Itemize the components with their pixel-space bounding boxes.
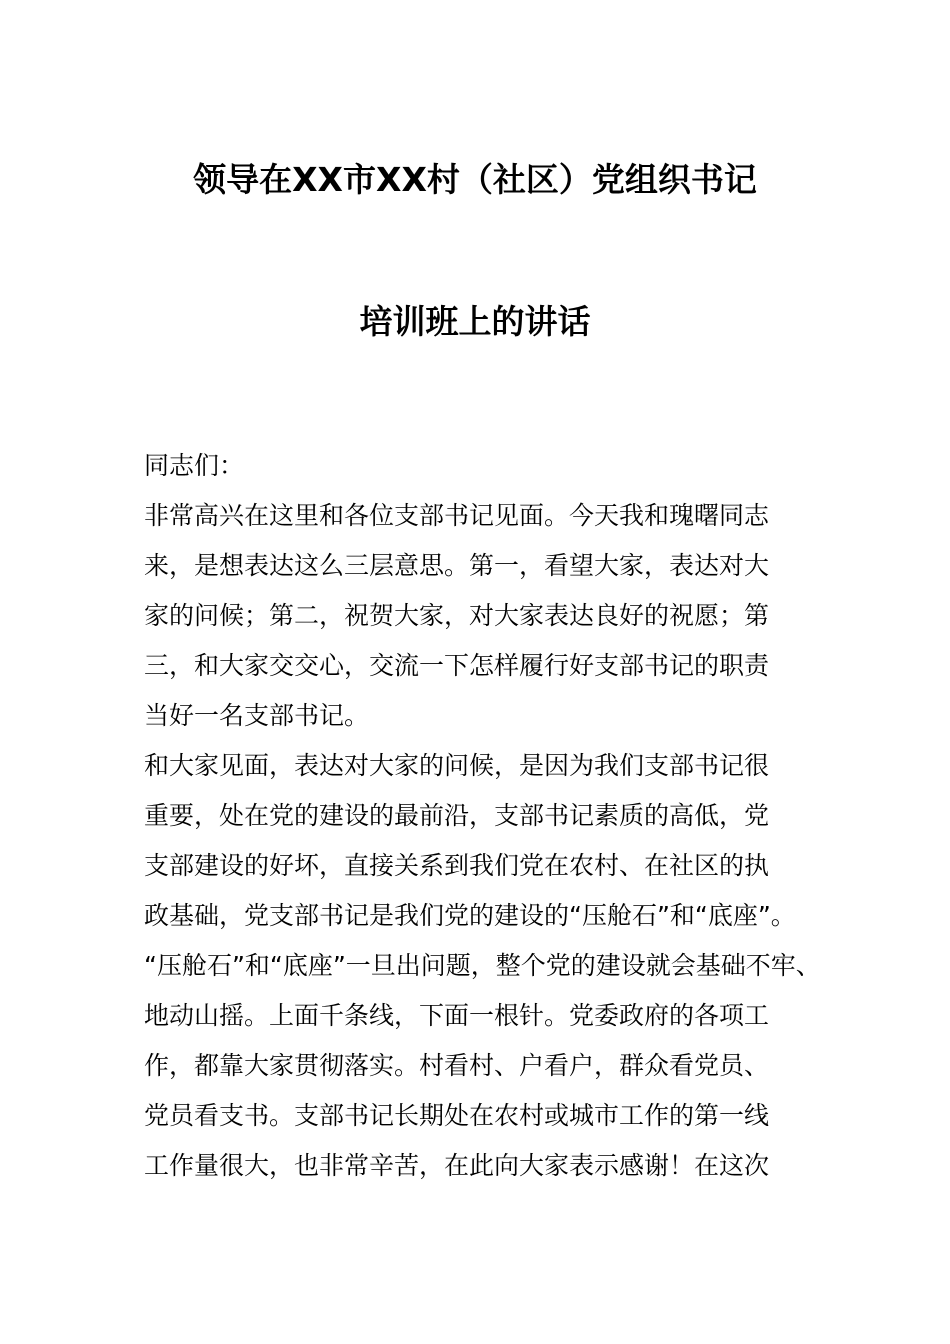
body-line: 地动山摇。上面千条线，下面一根针。党委政府的各项工: [144, 1001, 770, 1030]
body-line: 来，是想表达这么三层意思。第一，看望大家，表达对大: [144, 551, 770, 580]
body-line: 党员看支书。支部书记长期处在农村或城市工作的第一线: [144, 1101, 770, 1130]
body-line: “压舱石”和“底座”一旦出问题，整个党的建设就会基础不牢、: [144, 951, 821, 980]
body-line: 工作量很大，也非常辛苦，在此向大家表示感谢！在这次: [144, 1151, 770, 1180]
body-line: 非常高兴在这里和各位支部书记见面。今天我和瑰曙同志: [144, 501, 770, 530]
document-title-line-2: 培训班上的讲话: [359, 302, 591, 341]
body-line: 支部建设的好坏，直接关系到我们党在农村、在社区的执: [144, 851, 770, 880]
document-title-line-1: 领导在XX市XX村（社区）党组织书记: [193, 160, 757, 199]
body-line: 重要，处在党的建设的最前沿，支部书记素质的高低，党: [144, 801, 770, 830]
body-line: 和大家见面，表达对大家的问候，是因为我们支部书记很: [144, 751, 770, 780]
body-line: 政基础，党支部书记是我们党的建设的“压舱石”和“底座”。: [144, 901, 796, 930]
body-line: 当好一名支部书记。: [144, 701, 370, 730]
body-line-salutation: 同志们：: [144, 451, 245, 480]
body-line: 三，和大家交交心，交流一下怎样履行好支部书记的职责: [144, 651, 770, 680]
document-body: [144, 441, 821, 1191]
body-line: 作，都靠大家贯彻落实。村看村、户看户，群众看党员、: [144, 1051, 770, 1080]
body-line: 家的问候；第二，祝贺大家，对大家表达良好的祝愿；第: [144, 601, 770, 630]
